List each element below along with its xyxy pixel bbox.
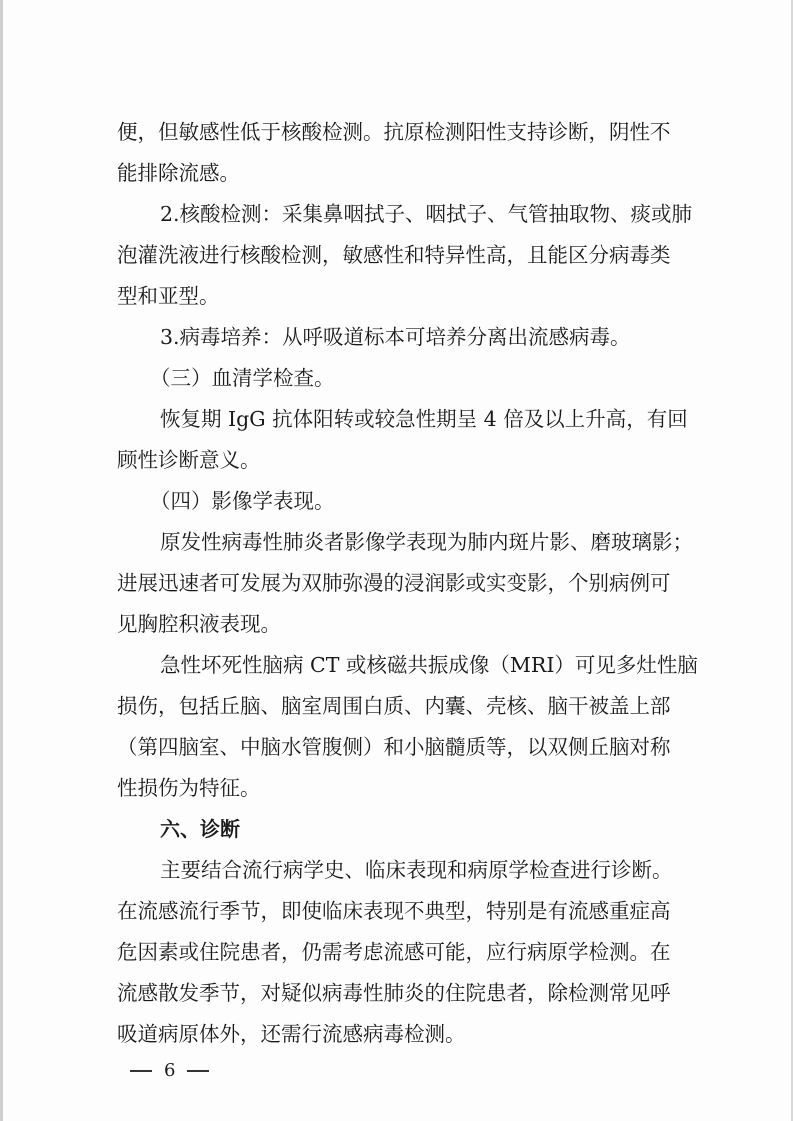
text-line-6: 3.病毒培养：从呼吸道标本可培养分离出流感病毒。 xyxy=(160,325,631,349)
text-line-3: 2.核酸检测：采集鼻咽拭子、咽拭子、气管抽取物、痰或肺 xyxy=(160,202,693,226)
scan-edge-left xyxy=(0,0,3,1121)
section-heading-diagnosis: 六、诊断 xyxy=(160,817,240,841)
text-line-22: 流感散发季节，对疑似病毒性肺炎的住院患者，除检测常见呼 xyxy=(117,981,671,1005)
text-line-17: 性损伤为特征。 xyxy=(117,776,261,800)
page-number-value: 6 xyxy=(164,1060,176,1081)
text-line-14: 急性坏死性脑病 CT 或核磁共振成像（MRI）可见多灶性脑 xyxy=(160,653,698,677)
text-line-2: 能排除流感。 xyxy=(117,161,240,185)
text-line-21: 危因素或住院患者，仍需考虑流感可能，应行病原学检测。在 xyxy=(117,940,671,964)
text-line-4: 泡灌洗液进行核酸检测，敏感性和特异性高，且能区分病毒类 xyxy=(117,243,671,267)
text-line-5: 型和亚型。 xyxy=(117,284,220,308)
text-line-20: 在流感流行季节，即使临床表现不典型，特别是有流感重症高 xyxy=(117,899,671,923)
text-line-15: 损伤，包括丘脑、脑室周围白质、内囊、壳核、脑干被盖上部 xyxy=(117,694,671,718)
text-line-1: 便，但敏感性低于核酸检测。抗原检测阳性支持诊断，阴性不 xyxy=(117,120,671,144)
text-line-23: 吸道病原体外，还需行流感病毒检测。 xyxy=(117,1022,466,1046)
text-line-16: （第四脑室、中脑水管腹侧）和小脑髓质等，以双侧丘脑对称 xyxy=(117,735,671,759)
text-line-13: 见胸腔积液表现。 xyxy=(117,612,281,636)
text-line-19: 主要结合流行病学史、临床表现和病原学检查进行诊断。 xyxy=(160,858,673,882)
section-heading-imaging: （四）影像学表现。 xyxy=(150,489,335,513)
text-line-8: 恢复期 IgG 抗体阳转或较急性期呈 4 倍及以上升高，有回 xyxy=(160,407,688,431)
page-number xyxy=(118,1058,221,1084)
section-heading-serology: （三）血清学检查。 xyxy=(150,366,335,390)
text-line-11: 原发性病毒性肺炎者影像学表现为肺内斑片影、磨玻璃影； xyxy=(160,530,693,554)
text-line-9: 顾性诊断意义。 xyxy=(117,448,261,472)
page-number-dash-right xyxy=(187,1070,209,1071)
text-line-12: 进展迅速者可发展为双肺弥漫的浸润影或实变影，个别病例可 xyxy=(117,571,671,595)
page-number-dash-left xyxy=(130,1070,152,1071)
